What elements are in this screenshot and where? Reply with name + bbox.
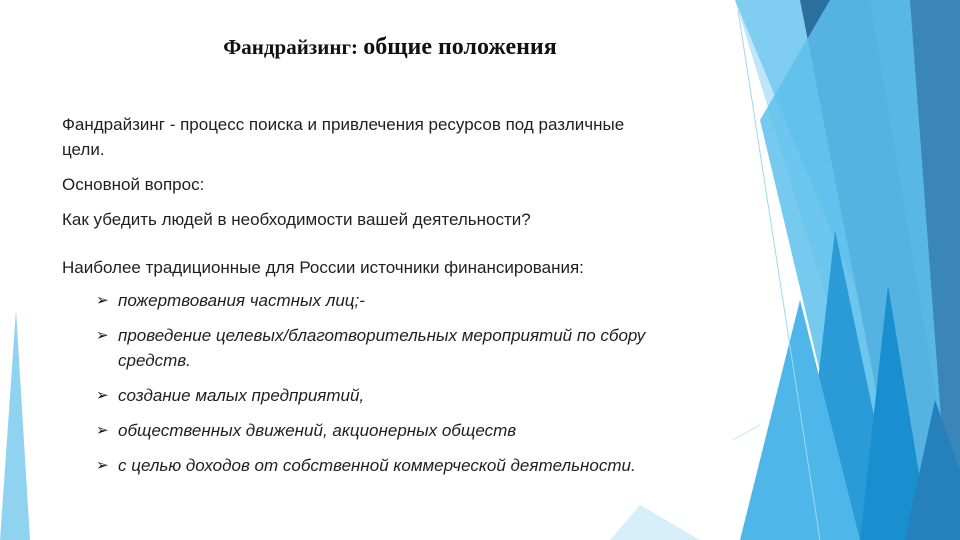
- arrow-bullet-icon: ➢: [96, 422, 109, 439]
- list-item-text: проведение целевых/благотворительных мероприятий по сбору средств.: [118, 326, 646, 370]
- question-label: Основной вопрос:: [62, 175, 205, 194]
- list-item: [96, 288, 698, 313]
- page-title: [0, 34, 780, 61]
- list-item-text: общественных движений, акционерных обществ: [118, 421, 517, 440]
- definition-text: Фандрайзинг - процесс поиска и привлечения ресурсов под различные цели.: [62, 115, 625, 159]
- title-bold-part: Фандрайзинг:: [223, 35, 358, 59]
- thin-line-2: [733, 425, 760, 440]
- title-rest-part: общие положения: [363, 34, 557, 60]
- question-text: Как убедить людей в необходимости вашей деятельности?: [62, 210, 531, 229]
- slide-body: [62, 112, 702, 488]
- arrow-bullet-icon: ➢: [96, 292, 109, 309]
- arrow-bullet-icon: ➢: [96, 457, 109, 474]
- list-item-text: пожертвования частных лиц;-: [118, 291, 365, 310]
- left-edge-triangle: [0, 310, 30, 540]
- arrow-bullet-icon: ➢: [96, 327, 109, 344]
- list-item-text: с целью доходов от собственной коммерческой деятельности.: [118, 456, 636, 475]
- list-item-text: создание малых предприятий,: [118, 386, 365, 405]
- sources-list: [62, 288, 702, 478]
- sources-intro: Наиболее традиционные для России источники финансирования:: [62, 258, 584, 277]
- arrow-bullet-icon: ➢: [96, 387, 109, 404]
- bottom-pale-sliver: [610, 505, 700, 540]
- list-item: [96, 383, 698, 408]
- list-item: [96, 418, 698, 443]
- list-item: [96, 323, 698, 373]
- list-item: [96, 453, 698, 478]
